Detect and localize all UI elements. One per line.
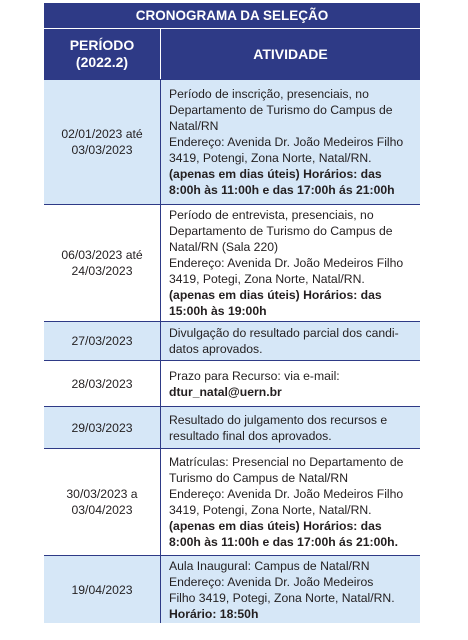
period-text: 19/04/2023	[71, 582, 133, 597]
table-body	[44, 79, 420, 623]
table-row	[44, 360, 420, 406]
period-text: 03/03/2023	[71, 143, 133, 157]
period-text: 27/03/2023	[71, 334, 133, 348]
activity-cell	[161, 449, 420, 555]
activity-line: Endereço: Avenida Dr. João Medeiros	[169, 574, 374, 589]
period-cell	[44, 361, 161, 406]
table-row	[44, 448, 420, 555]
activity-line: 3419, Potegi, Zona Norte, Natal/RN.	[169, 272, 365, 286]
period-cell	[44, 80, 161, 204]
activity-line: Resultado do julgamento dos recursos e	[169, 412, 388, 427]
period-cell	[44, 322, 161, 360]
period-cell	[44, 407, 161, 448]
period-text: 06/03/2023 até	[61, 248, 143, 262]
table-row	[44, 555, 420, 623]
activity-cell	[161, 322, 420, 360]
activity-line: (apenas em dias úteis) Horários: das	[169, 288, 382, 302]
period-header-line2: (2022.2)	[75, 54, 129, 70]
table-header	[44, 29, 420, 79]
activity-cell	[161, 80, 420, 204]
activity-line: Matrículas: Presencial no Departamento de	[169, 455, 404, 469]
period-text: 24/03/2023	[71, 264, 133, 278]
activity-line: (apenas em dias úteis) Horários: das	[169, 167, 382, 181]
period-text: 03/04/2023	[71, 503, 133, 517]
period-text: 02/01/2023 até	[61, 127, 143, 141]
schedule-table	[44, 3, 420, 623]
activity-header: ATIVIDADE	[253, 46, 328, 62]
table-row	[44, 406, 420, 448]
activity-line: Departamento de Turismo do Campus de	[169, 103, 393, 117]
period-cell	[44, 205, 161, 321]
period-cell	[44, 556, 161, 623]
activity-cell	[161, 361, 420, 406]
activity-line: resultado final dos aprovados.	[169, 428, 332, 443]
activity-line: 15:00h às 19:00h	[169, 304, 267, 318]
table-row	[44, 79, 420, 204]
table-row	[44, 321, 420, 360]
period-text: 28/03/2023	[71, 376, 133, 391]
activity-line: Período de inscrição, presenciais, no	[169, 87, 369, 101]
activity-line: dtur_natal@uern.br	[169, 384, 282, 399]
activity-line: Aula Inaugural: Campus de Natal/RN	[169, 558, 370, 573]
activity-line: Natal/RN	[169, 119, 219, 133]
activity-line: Divulgação do resultado parcial dos candi-	[169, 326, 399, 340]
period-header-line1: PERÍODO	[69, 37, 135, 53]
activity-line: Endereço: Avenida Dr. João Medeiros Filho	[169, 256, 404, 270]
period-header	[44, 29, 161, 79]
activity-line: Natal/RN (Sala 220)	[169, 240, 279, 254]
table-row	[44, 204, 420, 321]
period-text: 29/03/2023	[71, 420, 133, 435]
activity-line: Departamento de Turismo do Campus de	[169, 224, 393, 238]
activity-line: 3419, Potengi, Zona Norte, Natal/RN.	[169, 151, 372, 165]
period-cell	[44, 449, 161, 555]
activity-line: Turismo do Campus de Natal/RN	[169, 471, 349, 485]
activity-line: Horário: 18:50h	[169, 606, 259, 621]
activity-line: 3419, Potengi, Zona Norte, Natal/RN.	[169, 503, 372, 517]
activity-line: Prazo para Recurso: via e-mail:	[169, 368, 340, 383]
activity-line: Filho 3419, Potegi, Zona Norte, Natal/RN.	[169, 590, 395, 605]
activity-line: datos aprovados.	[169, 342, 263, 356]
activity-line: 8:00h às 11:00h e das 17:00h ás 21:00h	[169, 183, 395, 197]
activity-cell	[161, 205, 420, 321]
activity-line: (apenas em dias úteis) Horários: das	[169, 519, 382, 533]
activity-line: Endereço: Avenida Dr. João Medeiros Filho	[169, 487, 404, 501]
activity-line: Endereço: Avenida Dr. João Medeiros Filho	[169, 135, 404, 149]
period-text: 30/03/2023 a	[66, 487, 138, 501]
activity-line: 8:00h às 11:00h e das 17:00h ás 21:00h.	[169, 535, 398, 549]
activity-line: Período de entrevista, presenciais, no	[169, 208, 374, 222]
activity-cell	[161, 407, 420, 448]
table-title: CRONOGRAMA DA SELEÇÃO	[44, 3, 420, 29]
activity-cell	[161, 556, 420, 623]
